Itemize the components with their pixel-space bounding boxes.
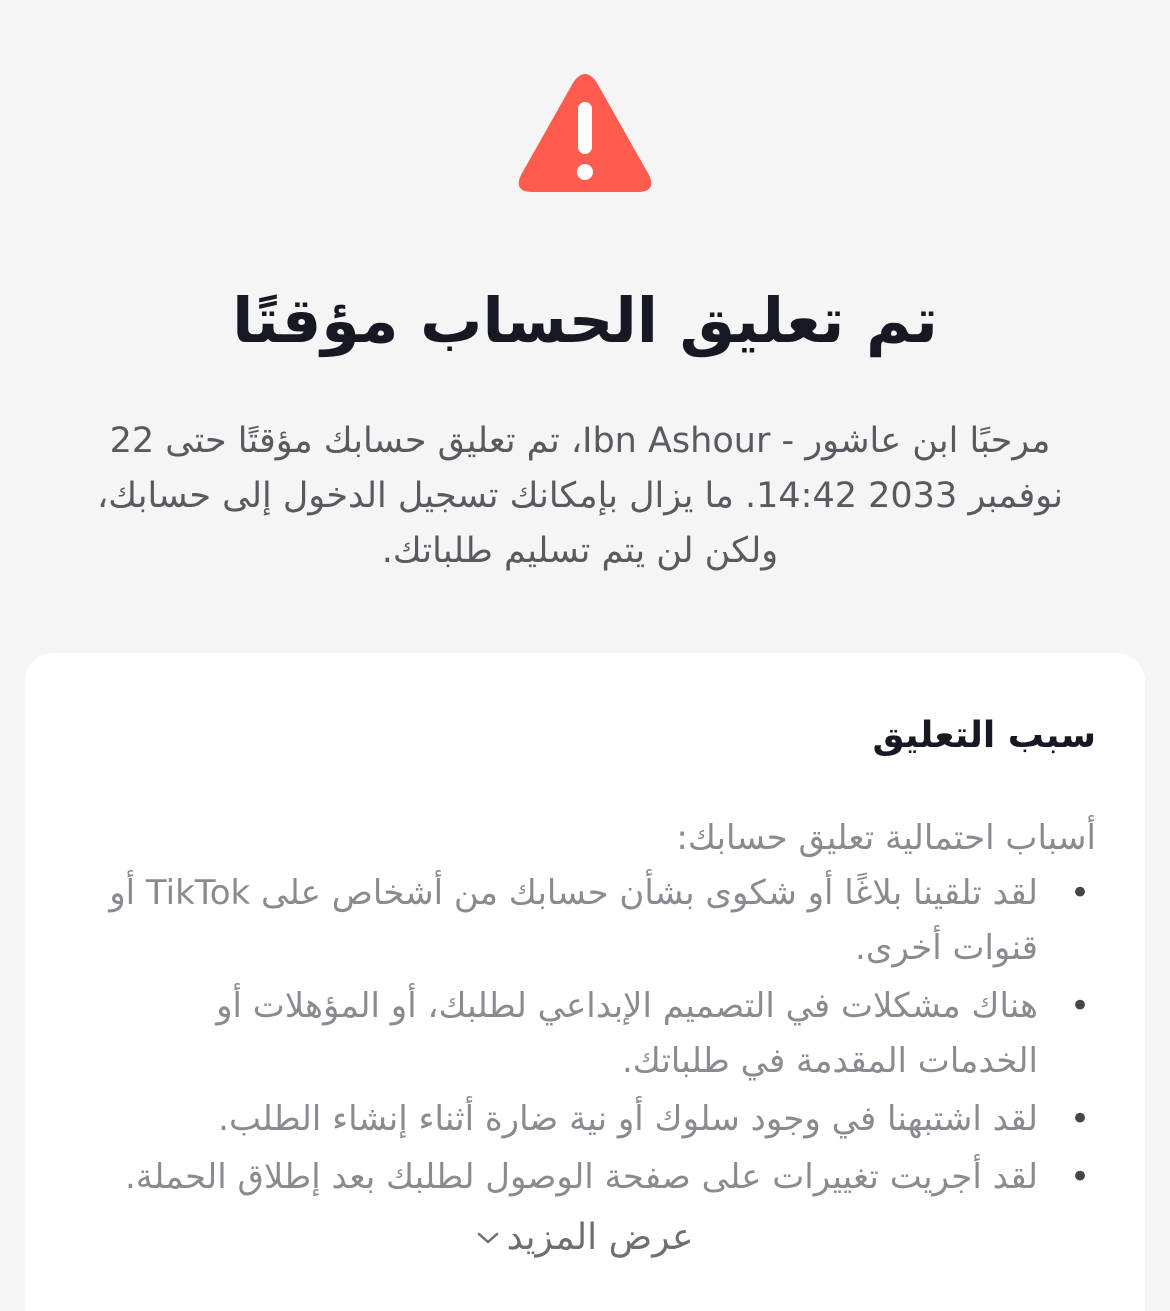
warning-icon-container [0, 72, 1170, 200]
reason-text: لقد أجريت تغييرات على صفحة الوصول لطلبك بعد إطلاق الحملة. [125, 1157, 1038, 1197]
show-more-button[interactable] [0, 1210, 1170, 1266]
chevron-down-icon [477, 1231, 499, 1245]
reason-item [86, 1092, 1096, 1147]
reason-text: لقد اشتبهنا في وجود سلوك أو نية ضارة أثناء إنشاء الطلب. [218, 1099, 1038, 1139]
reasons-intro: أسباب احتمالية تعليق حسابك: [676, 818, 1096, 858]
reason-item [86, 1150, 1096, 1205]
show-more-label: عرض المزيد [506, 1217, 694, 1258]
reason-text: هناك مشكلات في التصميم الإبداعي لطلبك، أو المؤهلات أو الخدمات المقدمة في طلباتك. [216, 986, 1038, 1081]
page-title: تم تعليق الحساب مؤقتًا [232, 284, 938, 357]
reasons-list [86, 866, 1096, 1208]
bullet-marker: • [1069, 1099, 1090, 1139]
warning-triangle-icon [515, 72, 655, 200]
reason-item [86, 979, 1096, 1089]
bullet-marker: • [1069, 873, 1090, 913]
bullet-marker: • [1069, 986, 1090, 1026]
reason-item [86, 866, 1096, 976]
suspension-message: مرحبًا ابن عاشور - Ibn Ashour، تم تعليق حسابك مؤقتًا حتى 22 نوفمبر 2033 14:42. ما يزال بإمكانك تسجيل الدخول إلى حسابك، ولكن لن يتم تسليم طلباتك. [96, 421, 1064, 571]
bullet-marker: • [1069, 1157, 1090, 1197]
reason-card-heading: سبب التعليق [872, 715, 1096, 756]
reason-text: لقد تلقينا بلاغًا أو شكوى بشأن حسابك من أشخاص على TikTok أو قنوات أخرى. [109, 873, 1038, 968]
